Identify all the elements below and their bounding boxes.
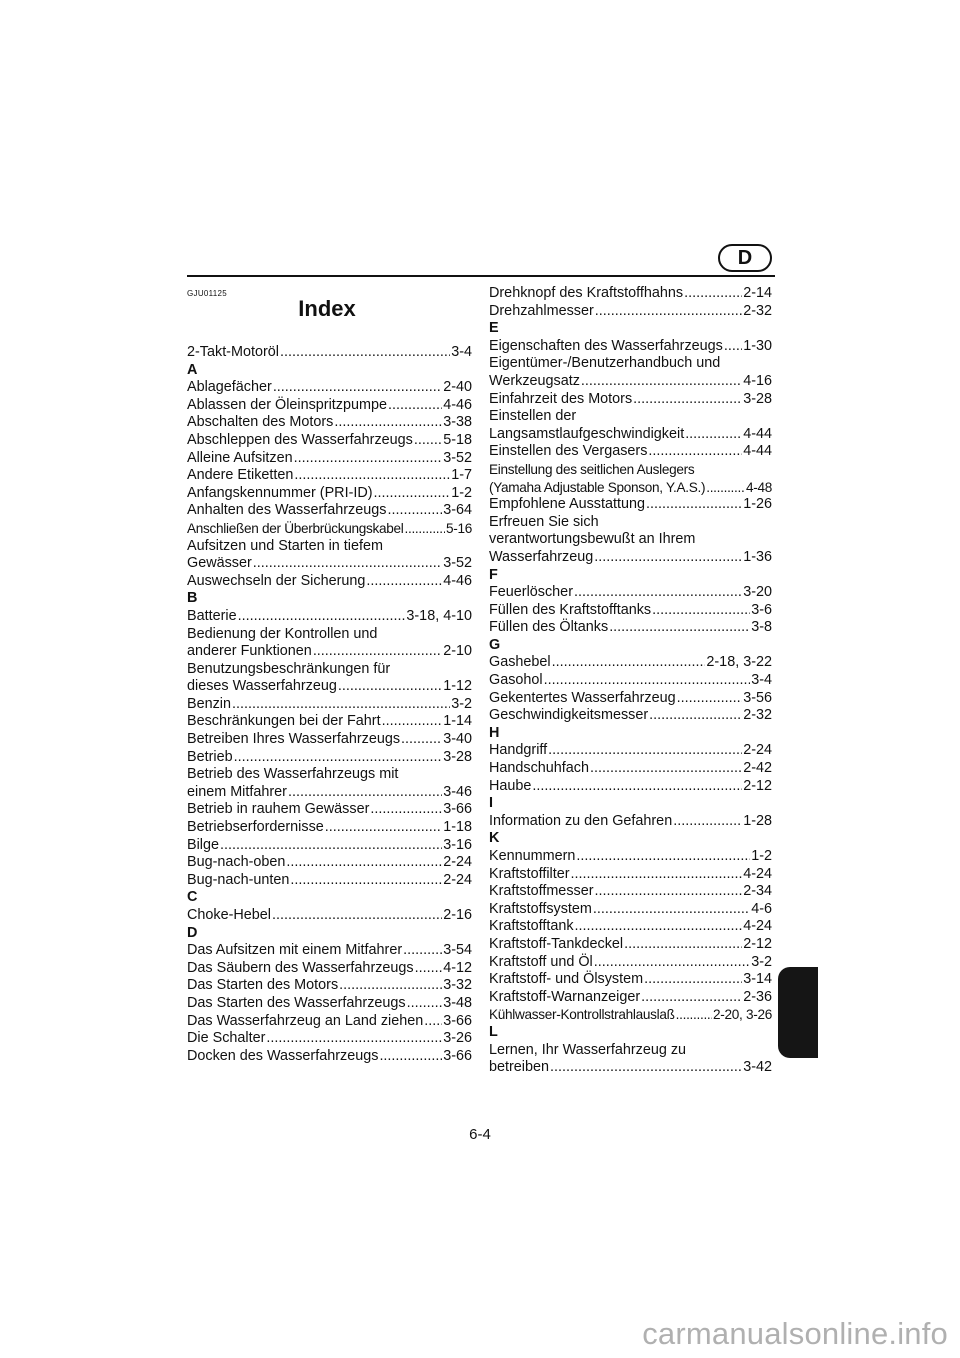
index-entry bbox=[489, 496, 772, 514]
index-entry-term: Betreiben Ihres Wasserfahrzeugs bbox=[187, 731, 401, 748]
index-entry-term: Kraftstoff-Warnanzeiger bbox=[489, 988, 641, 1005]
index-entry-line: Einstellung des seitlichen Auslegers bbox=[489, 461, 695, 477]
dot-leader bbox=[407, 995, 443, 1013]
index-entry bbox=[489, 989, 772, 1007]
index-entry-line: Betrieb des Wasserfahrzeugs mit bbox=[187, 766, 399, 783]
index-entry-page: 4-48 bbox=[745, 479, 772, 495]
index-entry-term: Kraftstoffmesser bbox=[489, 883, 594, 900]
index-entry-term: Auswechseln der Sicherung bbox=[187, 572, 366, 589]
index-entry-page: 3-40 bbox=[443, 731, 472, 748]
index-letter-heading: B bbox=[187, 590, 198, 607]
index-entry-term: Abschleppen des Wasserfahrzeugs bbox=[187, 431, 413, 448]
dot-leader bbox=[673, 813, 742, 831]
index-entry bbox=[489, 672, 772, 690]
index-entry-term: Batterie bbox=[187, 607, 237, 624]
index-entry-line: Einstellen der bbox=[489, 408, 577, 425]
index-entry-page: 2-24 bbox=[443, 871, 472, 888]
index-entry-term: (Yamaha Adjustable Sponson, Y.A.S.) bbox=[489, 479, 706, 495]
index-entry-page: 1-30 bbox=[743, 337, 772, 354]
index-entry-page: 3-64 bbox=[443, 502, 472, 519]
dot-leader bbox=[633, 391, 742, 409]
index-entry-term: Choke-Hebel bbox=[187, 907, 271, 923]
index-entry-page: 3-28 bbox=[743, 390, 772, 407]
index-entry-page: 3-4 bbox=[451, 344, 472, 360]
dot-leader bbox=[685, 426, 742, 444]
dot-leader bbox=[403, 942, 442, 960]
index-entry-page: 2-32 bbox=[743, 707, 772, 724]
index-entry-term: Kraftstoffilter bbox=[489, 865, 570, 882]
index-entry-term: Docken des Wasserfahrzeugs bbox=[187, 1047, 379, 1064]
index-entry-page: 3-56 bbox=[743, 689, 772, 706]
index-entry-page: 1-18 bbox=[443, 819, 472, 836]
index-entry-term: Handschuhfach bbox=[489, 760, 590, 777]
index-letter-heading: A bbox=[187, 361, 198, 378]
index-entry-term: Beschränkungen bei der Fahrt bbox=[187, 713, 381, 730]
index-entry-term: Kühlwasser-Kontrollstrahlauslaß bbox=[489, 1007, 675, 1023]
index-entry-term: Füllen des Öltanks bbox=[489, 619, 609, 636]
index-entry-term: Kraftstoff- und Ölsystem bbox=[489, 971, 644, 988]
index-entry-term: einem Mitfahrer bbox=[187, 783, 287, 800]
index-entry-page: 3-66 bbox=[443, 1047, 472, 1064]
index-entry-term: Bug-nach-oben bbox=[187, 854, 286, 871]
index-entry-line: Lernen, Ihr Wasserfahrzeug zu bbox=[489, 1041, 687, 1058]
index-entry bbox=[187, 1048, 472, 1066]
index-entry-term: Alleine Aufsitzen bbox=[187, 449, 293, 466]
dot-leader bbox=[590, 760, 742, 778]
index-entry-term: Ablassen der Öleinspritzpumpe bbox=[187, 396, 387, 413]
index-letter-heading: D bbox=[187, 924, 198, 941]
index-entry-term: Gewässer bbox=[187, 555, 252, 572]
dot-leader bbox=[724, 338, 742, 356]
index-entry-term: Gekentertes Wasserfahrzeug bbox=[489, 689, 676, 706]
index-entry-page: 2-42 bbox=[743, 760, 772, 777]
header-rule bbox=[187, 275, 775, 277]
index-entry-page: 3-66 bbox=[443, 1012, 472, 1029]
index-entry bbox=[489, 971, 772, 989]
index-entry-page: 3-2 bbox=[451, 695, 472, 712]
dot-leader bbox=[288, 784, 442, 802]
index-entry-page: 3-46 bbox=[443, 783, 472, 800]
index-entry-page: 4-6 bbox=[751, 900, 772, 917]
index-entry bbox=[187, 555, 472, 573]
index-entry bbox=[187, 749, 472, 767]
dot-leader bbox=[581, 373, 742, 391]
index-entry-term: 2-Takt-Motoröl bbox=[187, 344, 279, 360]
index-entry bbox=[489, 707, 772, 725]
dot-leader bbox=[374, 485, 451, 503]
index-entry-page: 3-28 bbox=[443, 748, 472, 765]
index-entry-term: Ablagefächer bbox=[187, 379, 272, 396]
index-entry bbox=[489, 866, 772, 884]
index-entry-page: 2-36 bbox=[743, 988, 772, 1005]
index-letter-heading: C bbox=[187, 889, 198, 906]
index-entry-term: Anschließen der Überbrückungskabel bbox=[187, 520, 404, 536]
index-entry-term: Kennummern bbox=[489, 848, 576, 864]
index-entry-page: 3-20 bbox=[743, 584, 772, 601]
index-entry bbox=[187, 977, 472, 995]
index-entry-page: 2-20, 3-26 bbox=[713, 1007, 772, 1023]
dot-leader bbox=[532, 778, 742, 796]
index-entry bbox=[489, 338, 772, 356]
index-entry-page: 3-16 bbox=[443, 836, 472, 853]
index-entry bbox=[489, 549, 772, 567]
index-entry-line: verantwortungsbewußt an Ihrem bbox=[489, 531, 696, 548]
index-entry bbox=[187, 907, 472, 925]
index-entry bbox=[187, 432, 472, 450]
index-entry-term: Das Säubern des Wasserfahrzeugs bbox=[187, 959, 414, 976]
dot-leader bbox=[576, 848, 750, 866]
index-entry-line: Bedienung der Kontrollen und bbox=[187, 625, 378, 642]
dot-leader bbox=[649, 707, 742, 725]
dot-leader bbox=[387, 502, 442, 520]
dot-leader bbox=[595, 883, 743, 901]
index-entry-term: Das Wasserfahrzeug an Land ziehen bbox=[187, 1012, 424, 1029]
dot-leader bbox=[648, 443, 742, 461]
index-entry-term: Das Starten des Motors bbox=[187, 977, 339, 994]
index-entry-page: 3-66 bbox=[443, 801, 472, 818]
dot-leader bbox=[550, 1059, 742, 1077]
index-entry-line: Eigentümer-/Benutzerhandbuch und bbox=[489, 355, 721, 372]
index-entry-term: Gashebel bbox=[489, 654, 551, 671]
index-entry-term: Langsamstlaufgeschwindigkeit bbox=[489, 425, 685, 442]
index-entry-term: Die Schalter bbox=[187, 1030, 266, 1047]
index-entry bbox=[187, 819, 472, 837]
dot-leader bbox=[424, 1013, 442, 1031]
dot-leader bbox=[334, 414, 442, 432]
index-entry-page: 3-26 bbox=[443, 1030, 472, 1047]
dot-leader bbox=[575, 918, 743, 936]
index-entry bbox=[489, 954, 772, 972]
index-entry-term: Drehknopf des Kraftstoffhahns bbox=[489, 285, 684, 301]
dot-leader bbox=[414, 432, 442, 450]
dot-leader bbox=[294, 450, 443, 468]
dot-leader bbox=[624, 936, 742, 954]
index-entry bbox=[489, 760, 772, 778]
index-entry-page: 2-16 bbox=[443, 907, 472, 923]
index-entry-term: Benzin bbox=[187, 695, 232, 712]
index-column-left bbox=[187, 344, 472, 1065]
index-entry-page: 2-12 bbox=[743, 935, 772, 952]
dot-leader bbox=[379, 1048, 442, 1066]
dot-leader bbox=[280, 344, 450, 362]
index-entry-term: Drehzahlmesser bbox=[489, 302, 594, 319]
index-entry bbox=[187, 854, 472, 872]
index-entry-page: 3-14 bbox=[743, 971, 772, 988]
index-column-right bbox=[489, 285, 772, 1077]
index-entry-page: 3-54 bbox=[443, 942, 472, 959]
index-entry bbox=[489, 303, 772, 321]
index-entry-page: 3-52 bbox=[443, 555, 472, 572]
index-entry bbox=[187, 678, 472, 696]
index-entry bbox=[187, 414, 472, 432]
index-entry bbox=[187, 696, 472, 714]
dot-leader bbox=[220, 837, 442, 855]
dot-leader bbox=[595, 303, 742, 321]
index-entry bbox=[489, 901, 772, 919]
index-entry-line: Benutzungsbeschränkungen für bbox=[187, 660, 391, 677]
dot-leader bbox=[253, 555, 442, 573]
index-entry-term: betreiben bbox=[489, 1059, 550, 1076]
index-entry-term: Betrieb in rauhem Gewässer bbox=[187, 801, 370, 818]
doc-code: GJU01125 bbox=[187, 289, 228, 298]
dot-leader bbox=[594, 549, 742, 567]
index-entry-page: 4-44 bbox=[743, 425, 772, 442]
index-entry-term: Kraftstoff und Öl bbox=[489, 953, 593, 970]
dot-leader bbox=[401, 731, 442, 749]
index-entry bbox=[489, 373, 772, 391]
index-entry-term: Andere Etiketten bbox=[187, 467, 294, 484]
index-entry bbox=[489, 936, 772, 954]
index-entry-term: Werkzeugsatz bbox=[489, 372, 580, 389]
index-letter-heading: L bbox=[489, 1023, 498, 1040]
index-entry bbox=[187, 837, 472, 855]
dot-leader bbox=[544, 672, 751, 690]
dot-leader bbox=[652, 602, 750, 620]
index-entry bbox=[187, 397, 472, 415]
dot-leader bbox=[684, 285, 742, 303]
index-entry-term: anderer Funktionen bbox=[187, 643, 312, 660]
index-entry-page: 3-2 bbox=[751, 953, 772, 970]
index-entry bbox=[489, 883, 772, 901]
index-letter-heading: G bbox=[489, 636, 501, 653]
dot-leader bbox=[286, 854, 442, 872]
index-entry-page: 1-14 bbox=[443, 713, 472, 730]
index-entry bbox=[187, 731, 472, 749]
index-entry bbox=[187, 485, 472, 503]
dot-leader bbox=[677, 690, 743, 708]
index-entry-page: 4-24 bbox=[743, 918, 772, 935]
index-entry-page: 3-6 bbox=[751, 601, 772, 618]
index-entry-term: Handgriff bbox=[489, 742, 548, 759]
index-entry bbox=[489, 426, 772, 444]
index-entry-page: 5-18 bbox=[443, 431, 472, 448]
index-entry bbox=[187, 608, 472, 626]
index-entry bbox=[489, 479, 772, 497]
index-entry-page: 1-26 bbox=[743, 496, 772, 513]
index-entry-term: Wasserfahrzeug bbox=[489, 548, 594, 565]
index-entry-term: Anhalten des Wasserfahrzeugs bbox=[187, 502, 387, 519]
dot-leader bbox=[571, 866, 743, 884]
index-letter-heading: I bbox=[489, 795, 493, 812]
section-tab bbox=[778, 967, 818, 1058]
index-entry-term: Kraftstoffsystem bbox=[489, 900, 592, 917]
dot-leader bbox=[325, 819, 442, 837]
index-entry-page: 4-46 bbox=[443, 572, 472, 589]
dot-leader bbox=[574, 584, 742, 602]
language-badge: D bbox=[718, 244, 772, 272]
dot-leader bbox=[234, 749, 443, 767]
dot-leader bbox=[294, 467, 450, 485]
page-title: Index bbox=[298, 296, 356, 321]
index-entry bbox=[489, 918, 772, 936]
index-entry-page: 3-52 bbox=[443, 449, 472, 466]
index-entry-term: Geschwindigkeitsmesser bbox=[489, 707, 649, 724]
index-entry-page: 3-42 bbox=[743, 1059, 772, 1076]
index-entry-term: Betriebserfordernisse bbox=[187, 819, 324, 836]
index-entry bbox=[187, 1030, 472, 1048]
dot-leader bbox=[388, 397, 442, 415]
index-entry-page: 1-2 bbox=[451, 484, 472, 501]
dot-leader bbox=[339, 977, 442, 995]
dot-leader bbox=[382, 713, 443, 731]
index-letter-heading: K bbox=[489, 830, 500, 847]
index-entry-line: Erfreuen Sie sich bbox=[489, 513, 599, 530]
dot-leader bbox=[415, 960, 443, 978]
index-entry bbox=[187, 713, 472, 731]
index-entry bbox=[187, 960, 472, 978]
index-entry bbox=[489, 778, 772, 796]
index-entry bbox=[489, 443, 772, 461]
index-entry-page: 1-7 bbox=[451, 467, 472, 484]
index-entry bbox=[187, 573, 472, 591]
dot-leader bbox=[273, 379, 442, 397]
index-entry-term: Gasohol bbox=[489, 672, 543, 689]
index-entry bbox=[489, 813, 772, 831]
index-entry bbox=[489, 1006, 772, 1024]
index-entry-page: 4-24 bbox=[743, 865, 772, 882]
index-entry-page: 2-24 bbox=[443, 854, 472, 871]
index-entry-term: dieses Wasserfahrzeug bbox=[187, 678, 337, 695]
dot-leader bbox=[232, 696, 450, 714]
index-letter-heading: F bbox=[489, 566, 498, 583]
dot-leader bbox=[593, 901, 750, 919]
dot-leader bbox=[313, 643, 442, 661]
index-letter-heading: E bbox=[489, 320, 499, 337]
index-entry-page: 2-14 bbox=[743, 285, 772, 301]
index-entry-term: Feuerlöscher bbox=[489, 584, 573, 601]
index-entry-term: Abschalten des Motors bbox=[187, 414, 334, 431]
index-entry bbox=[187, 942, 472, 960]
index-entry bbox=[187, 784, 472, 802]
index-entry-page: 2-40 bbox=[443, 379, 472, 396]
dot-leader bbox=[548, 742, 742, 760]
dot-leader bbox=[272, 907, 442, 925]
index-entry-term: Einfahrzeit des Motors bbox=[489, 390, 633, 407]
index-entry-page: 3-18, 4-10 bbox=[406, 607, 472, 624]
index-entry-term: Füllen des Kraftstofftanks bbox=[489, 601, 652, 618]
dot-leader bbox=[644, 971, 742, 989]
index-entry-term: Kraftstoff-Tankdeckel bbox=[489, 935, 624, 952]
dot-leader bbox=[366, 573, 442, 591]
index-entry bbox=[489, 848, 772, 866]
index-entry bbox=[489, 654, 772, 672]
page-number: 6-4 bbox=[469, 1126, 491, 1143]
index-entry bbox=[489, 1059, 772, 1077]
index-entry-page: 1-36 bbox=[743, 548, 772, 565]
index-entry-page: 3-4 bbox=[751, 672, 772, 689]
index-entry-term: Bug-nach-unten bbox=[187, 871, 290, 888]
index-entry-term: Bilge bbox=[187, 836, 219, 853]
index-entry bbox=[187, 450, 472, 468]
index-entry-page: 2-32 bbox=[743, 302, 772, 319]
index-entry bbox=[187, 643, 472, 661]
index-entry bbox=[187, 801, 472, 819]
index-entry bbox=[489, 619, 772, 637]
index-entry-page: 2-12 bbox=[743, 777, 772, 794]
index-entry bbox=[489, 602, 772, 620]
index-entry bbox=[187, 995, 472, 1013]
index-entry-page: 5-16 bbox=[445, 520, 472, 536]
index-entry bbox=[489, 584, 772, 602]
index-entry bbox=[489, 690, 772, 708]
index-entry-page: 2-10 bbox=[443, 643, 472, 660]
dot-leader bbox=[290, 872, 442, 890]
index-entry-term: Einstellen des Vergasers bbox=[489, 443, 648, 460]
dot-leader bbox=[609, 619, 750, 637]
dot-leader bbox=[370, 801, 442, 819]
index-entry-page: 2-24 bbox=[743, 742, 772, 759]
index-entry-page: 3-48 bbox=[443, 994, 472, 1011]
dot-leader bbox=[676, 1006, 712, 1024]
index-entry-page: 4-12 bbox=[443, 959, 472, 976]
dot-leader bbox=[641, 989, 742, 1007]
dot-leader bbox=[594, 954, 750, 972]
dot-leader bbox=[646, 496, 742, 514]
index-entry-page: 4-44 bbox=[743, 443, 772, 460]
index-entry-page: 1-12 bbox=[443, 678, 472, 695]
index-entry-page: 4-46 bbox=[443, 396, 472, 413]
index-entry-term: Eigenschaften des Wasserfahrzeugs bbox=[489, 337, 723, 354]
index-entry bbox=[187, 344, 472, 362]
dot-leader bbox=[552, 654, 706, 672]
index-entry-term: Das Starten des Wasserfahrzeugs bbox=[187, 994, 406, 1011]
index-entry-page: 1-2 bbox=[751, 848, 772, 864]
index-entry bbox=[187, 502, 472, 520]
watermark: carmanualsonline.info bbox=[642, 1316, 948, 1351]
index-entry bbox=[187, 520, 472, 538]
dot-leader bbox=[266, 1030, 442, 1048]
index-entry-page: 2-34 bbox=[743, 883, 772, 900]
index-entry-page: 3-32 bbox=[443, 977, 472, 994]
index-entry-term: Betrieb bbox=[187, 748, 233, 765]
index-entry-page: 4-16 bbox=[743, 372, 772, 389]
index-entry-page: 2-18, 3-22 bbox=[706, 654, 772, 671]
index-entry bbox=[489, 285, 772, 303]
index-letter-heading: H bbox=[489, 724, 500, 741]
index-entry-page: 3-8 bbox=[751, 619, 772, 636]
index-entry bbox=[187, 1013, 472, 1031]
index-entry bbox=[489, 391, 772, 409]
index-entry-term: Information zu den Gefahren bbox=[489, 812, 673, 829]
index-entry-page: 3-38 bbox=[443, 414, 472, 431]
dot-leader bbox=[706, 479, 745, 497]
index-entry bbox=[187, 872, 472, 890]
index-entry-term: Kraftstofftank bbox=[489, 918, 574, 935]
index-entry-line: Aufsitzen und Starten in tiefem bbox=[187, 537, 383, 554]
index-entry bbox=[187, 379, 472, 397]
index-entry-term: Anfangskennummer (PRI-ID) bbox=[187, 484, 373, 501]
index-entry-term: Empfohlene Ausstattung bbox=[489, 496, 646, 513]
dot-leader bbox=[238, 608, 406, 626]
dot-leader bbox=[338, 678, 442, 696]
index-entry-term: Haube bbox=[489, 777, 532, 794]
index-entry-page: 1-28 bbox=[743, 812, 772, 829]
index-entry bbox=[187, 467, 472, 485]
dot-leader bbox=[405, 520, 445, 538]
index-entry-term: Das Aufsitzen mit einem Mitfahrer bbox=[187, 942, 403, 959]
index-entry bbox=[489, 742, 772, 760]
